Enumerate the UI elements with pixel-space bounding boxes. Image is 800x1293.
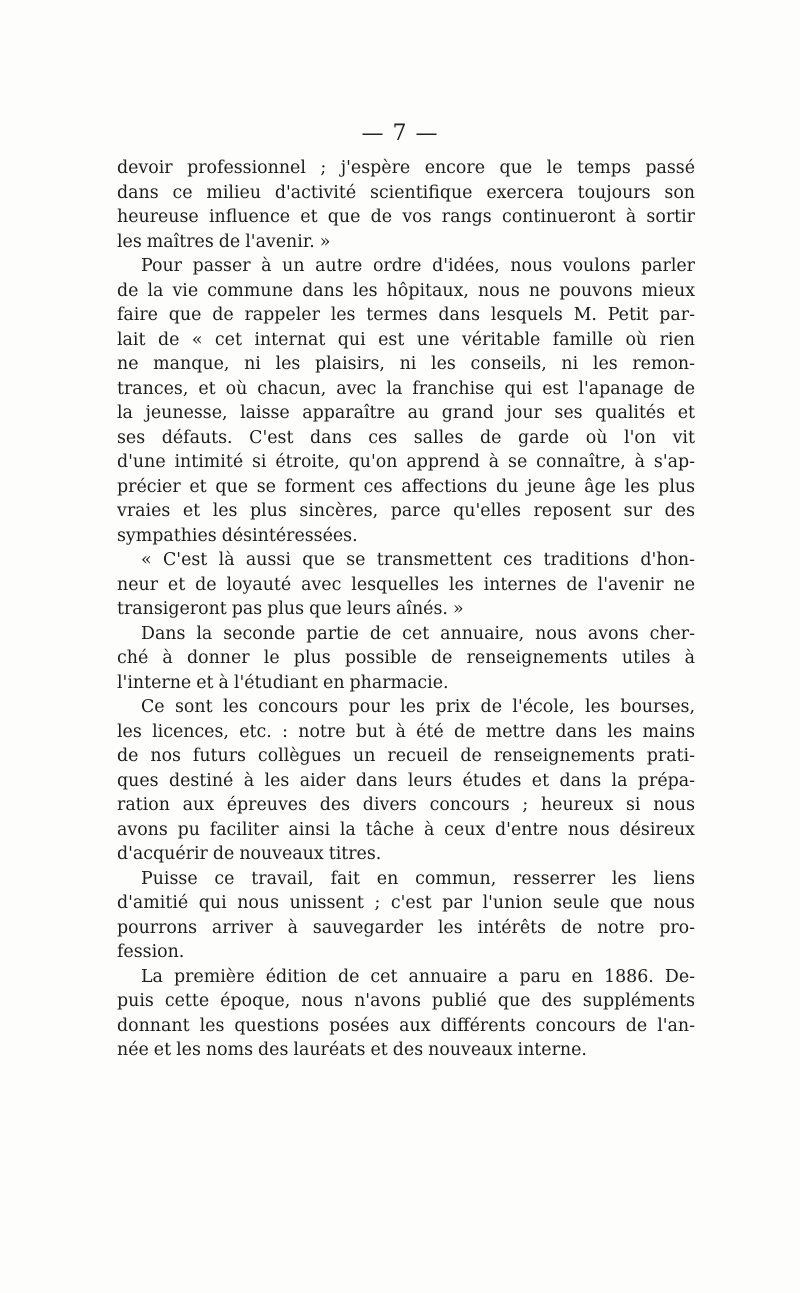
- text-line: sympathies désintéressées.: [117, 525, 358, 546]
- text-line: précier et que se forment ces affections du jeune âge les plus: [117, 476, 695, 497]
- text-line: ses défauts. C'est dans ces salles de garde où l'on vit: [117, 427, 695, 448]
- text-line: Puisse ce travail, fait en commun, resserrer les liens: [141, 868, 695, 889]
- text-line: vraies et les plus sincères, parce qu'elles reposent sur des: [117, 501, 695, 521]
- text-line: avons pu faciliter ainsi la tâche à ceux d'entre nous désireux: [117, 819, 695, 840]
- page-number: — 7 —: [361, 121, 439, 146]
- body-text: [117, 156, 695, 1063]
- text-line: d'amitié qui nous unissent ; c'est par l'union seule que nous: [117, 893, 695, 913]
- text-line: les maîtres de l'avenir. »: [117, 231, 331, 252]
- text-line: ne manque, ni les plaisirs, ni les conseils, ni les remon-: [117, 354, 695, 374]
- text-line: de la vie commune dans les hôpitaux, nous ne pouvons mieux: [117, 280, 695, 301]
- text-line: Pour passer à un autre ordre d'idées, nous voulons parler: [141, 256, 695, 276]
- text-line: Ce sont les concours pour les prix de l'école, les bourses,: [141, 697, 695, 717]
- text-line: heureuse influence et que de vos rangs continueront à sortir: [117, 207, 695, 227]
- text-line: née et les noms des lauréats et des nouveaux interne.: [117, 1040, 587, 1060]
- text-line: l'interne et à l'étudiant en pharmacie.: [117, 672, 449, 693]
- text-line: de nos futurs collègues un recueil de renseignements prati-: [117, 746, 695, 766]
- text-line: dans ce milieu d'activité scientifique exercera toujours son: [117, 182, 695, 203]
- text-line: les licences, etc. : notre but à été de mettre dans les mains: [117, 721, 695, 742]
- text-line: faire que de rappeler les termes dans lesquels M. Petit par-: [117, 305, 695, 325]
- text-line: ration aux épreuves des divers concours ; heureux si nous: [117, 795, 695, 815]
- text-line: puis cette époque, nous n'avons publié que des suppléments: [117, 991, 695, 1011]
- text-line: d'une intimité si étroite, qu'on apprend à se connaître, à s'ap-: [117, 452, 695, 472]
- text-line: la jeunesse, laisse apparaître au grand jour ses qualités et: [117, 403, 695, 423]
- text-line: transigeront pas plus que leurs aînés. »: [117, 599, 464, 619]
- text-line: ques destiné à les aider dans leurs études et dans la prépa-: [117, 770, 695, 791]
- text-line: neur et de loyauté avec lesquelles les internes de l'avenir ne: [117, 574, 695, 595]
- text-line: ché à donner le plus possible de renseignements utiles à: [117, 648, 695, 668]
- text-line: La première édition de cet annuaire a paru en 1886. De-: [141, 966, 695, 987]
- text-line: d'acquérir de nouveaux titres.: [117, 844, 382, 864]
- text-line: « C'est là aussi que se transmettent ces traditions d'hon-: [141, 550, 695, 570]
- text-line: Dans la seconde partie de cet annuaire, nous avons cher-: [141, 623, 695, 644]
- text-line: donnant les questions posées aux différents concours de l'an-: [117, 1015, 695, 1036]
- text-line: devoir professionnel ; j'espère encore que le temps passé: [117, 158, 695, 178]
- text-line: lait de « cet internat qui est une véritable famille où rien: [117, 329, 695, 350]
- text-line: pourrons arriver à sauvegarder les intérêts de notre pro-: [117, 917, 695, 938]
- text-line: trances, et où chacun, avec la franchise qui est l'apanage de: [117, 378, 695, 399]
- text-line: fession.: [117, 942, 185, 962]
